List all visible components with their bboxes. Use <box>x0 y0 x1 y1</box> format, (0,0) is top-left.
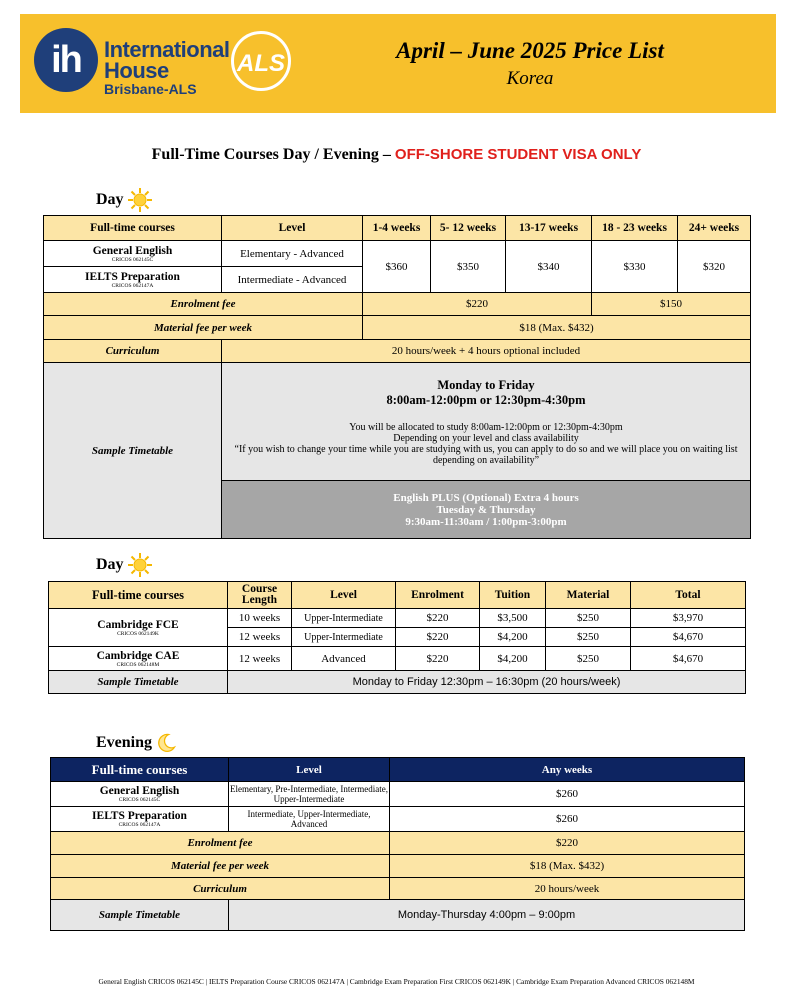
ih-logo: ih <box>34 28 98 92</box>
col-level: Level <box>222 216 363 241</box>
timetable-label: Sample Timetable <box>49 671 228 694</box>
timetable-value: Monday to Friday 12:30pm – 16:30pm (20 hours/week) <box>228 671 746 694</box>
tt-title-2: 8:00am-12:00pm or 12:30pm-4:30pm <box>386 392 586 407</box>
english-plus <box>222 481 751 539</box>
enrolment-b: $150 <box>592 293 751 316</box>
price-13-17: $340 <box>506 241 592 293</box>
page-title: April – June 2025 Price List <box>396 38 664 63</box>
price-24: $320 <box>678 241 751 293</box>
day-label-text: Day <box>96 556 124 573</box>
header-banner <box>20 14 776 113</box>
sun-icon <box>127 187 153 213</box>
day-price-table <box>43 215 751 539</box>
price-5-12: $350 <box>431 241 506 293</box>
day-label-2 <box>96 552 153 578</box>
section-heading <box>0 146 793 164</box>
course-general-english: General English CRICOS 062145C <box>51 782 229 807</box>
col-length: Course Length <box>228 582 292 609</box>
table-row: $220 <box>396 628 480 647</box>
table-row: Upper-Intermediate <box>292 609 396 628</box>
col-total: Total <box>631 582 746 609</box>
enrolment-a: $220 <box>363 293 592 316</box>
table-row: $4,670 <box>631 628 746 647</box>
cambridge-table <box>48 581 746 694</box>
level-general-english: Elementary - Advanced <box>222 241 363 267</box>
col-material: Material <box>546 582 631 609</box>
als-logo: ALS <box>231 31 291 91</box>
logo-text <box>104 39 230 97</box>
level-general-english: Elementary, Pre-Intermediate, Intermediate, Upper-Intermediate <box>229 782 390 807</box>
curriculum-label: Curriculum <box>44 340 222 363</box>
moon-icon <box>155 732 177 754</box>
evening-table <box>50 757 745 931</box>
enrolment-label: Enrolment fee <box>44 293 363 316</box>
table-row: $4,200 <box>480 647 546 671</box>
day-label-text: Day <box>96 191 124 208</box>
col-enrolment: Enrolment <box>396 582 480 609</box>
level-ielts: Intermediate - Advanced <box>222 267 363 293</box>
material-label: Material fee per week <box>44 316 363 340</box>
course-cae: Cambridge CAE CRICOS 062148M <box>49 647 228 671</box>
material-label: Material fee per week <box>51 855 390 878</box>
curriculum-value: 20 hours/week <box>390 878 745 900</box>
price-general-english: $260 <box>390 782 745 807</box>
col-24-weeks: 24+ weeks <box>678 216 751 241</box>
curriculum-label: Curriculum <box>51 878 390 900</box>
curriculum-value: 20 hours/week + 4 hours optional included <box>222 340 751 363</box>
price-ielts: $260 <box>390 807 745 832</box>
price-18-23: $330 <box>592 241 678 293</box>
course-fce: Cambridge FCE CRICOS 062149K <box>49 609 228 647</box>
heading-main: Full-Time Courses Day / Evening – <box>151 146 395 163</box>
page-subtitle: Korea <box>506 68 554 89</box>
enrolment-value: $220 <box>390 832 745 855</box>
col-tuition: Tuition <box>480 582 546 609</box>
plus-line-2: Tuesday & Thursday <box>436 503 536 516</box>
table-row: $220 <box>396 609 480 628</box>
day-label-1 <box>96 187 153 213</box>
table-row: 12 weeks <box>228 647 292 671</box>
logo-line-2: House <box>104 58 169 83</box>
material-value: $18 (Max. $432) <box>390 855 745 878</box>
timetable-label: Sample Timetable <box>51 900 229 931</box>
col-13-17-weeks: 13-17 weeks <box>506 216 592 241</box>
level-ielts: Intermediate, Upper-Intermediate, Advanced <box>229 807 390 832</box>
timetable-value: Monday-Thursday 4:00pm – 9:00pm <box>229 900 745 931</box>
table-row: $250 <box>546 647 631 671</box>
material-value: $18 (Max. $432) <box>363 316 751 340</box>
enrolment-label: Enrolment fee <box>51 832 390 855</box>
tt-title-1: Monday to Friday <box>437 377 535 392</box>
col-level: Level <box>292 582 396 609</box>
col-level: Level <box>229 758 390 782</box>
timetable-label: Sample Timetable <box>44 363 222 539</box>
table-row: $3,500 <box>480 609 546 628</box>
heading-highlight: OFF-SHORE STUDENT VISA ONLY <box>394 146 642 163</box>
course-general-english: General English CRICOS 062145C <box>44 241 222 267</box>
table-row: $4,670 <box>631 647 746 671</box>
col-courses: Full-time courses <box>49 582 228 609</box>
price-1-4: $360 <box>363 241 431 293</box>
table-row: $3,970 <box>631 609 746 628</box>
tt-line-1: You will be allocated to study 8:00am-12:00pm or 12:30pm-4:30pm <box>349 421 623 433</box>
col-courses: Full-time courses <box>44 216 222 241</box>
evening-label-text: Evening <box>96 734 153 751</box>
table-row: $250 <box>546 628 631 647</box>
evening-label <box>96 732 177 754</box>
course-ielts: IELTS Preparation CRICOS 062147A <box>44 267 222 293</box>
plus-line-1: English PLUS (Optional) Extra 4 hours <box>393 491 579 504</box>
col-5-12-weeks: 5- 12 weeks <box>431 216 506 241</box>
timetable-details <box>222 363 751 481</box>
col-1-4-weeks: 1-4 weeks <box>363 216 431 241</box>
logo-line-1: International <box>104 37 230 62</box>
table-row: $250 <box>546 609 631 628</box>
logo-line-3: Brisbane-ALS <box>104 81 197 97</box>
table-row: Advanced <box>292 647 396 671</box>
plus-line-3: 9:30am-11:30am / 1:00pm-3:00pm <box>405 515 567 528</box>
table-row: $4,200 <box>480 628 546 647</box>
table-row: 10 weeks <box>228 609 292 628</box>
tt-line-3: “If you wish to change your time while you are studying with us, you can apply to do so and we will place you on waiting list depending on availability” <box>234 443 738 466</box>
col-courses: Full-time courses <box>51 758 229 782</box>
sun-icon <box>127 552 153 578</box>
course-ielts: IELTS Preparation CRICOS 062147A <box>51 807 229 832</box>
table-row: Upper-Intermediate <box>292 628 396 647</box>
col-any-weeks: Any weeks <box>390 758 745 782</box>
tt-line-2: Depending on your level and class availability <box>393 432 579 444</box>
table-row: $220 <box>396 647 480 671</box>
footer-cricos: General English CRICOS 062145C | IELTS Preparation Course CRICOS 062147A | Cambridge Exam Preparation First CRICOS 062149K | Cambridge Exam Preparation Advanced CRICOS 062148M <box>98 977 695 986</box>
col-18-23-weeks: 18 - 23 weeks <box>592 216 678 241</box>
table-row: 12 weeks <box>228 628 292 647</box>
